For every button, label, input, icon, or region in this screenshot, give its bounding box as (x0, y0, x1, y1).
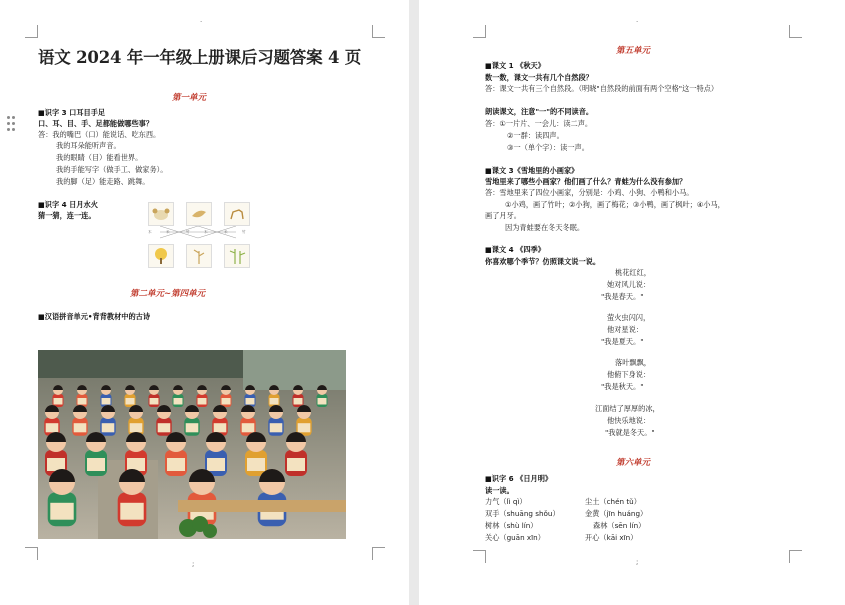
document-page-left (0, 0, 409, 605)
pinyin-word: 开心（kāi xīn） (585, 533, 638, 542)
match-label: 木 (148, 230, 152, 234)
crop-mark (372, 25, 385, 38)
poem-line: 他对星说： (607, 325, 643, 334)
footer-dot: ; (636, 558, 639, 566)
pinyin-word: 双手（shuāng shǒu） (485, 509, 560, 518)
matching-exercise-figure (146, 202, 250, 270)
crop-mark (25, 25, 38, 38)
pinyin-word: 森林（sēn lín） (593, 521, 646, 530)
document-title: 语文 2024 年一年级上册课后习题答案 4 页 (38, 48, 362, 67)
pinyin-word: 树林（shù lín） (485, 521, 538, 530)
tree-picture-icon (148, 244, 174, 268)
poem-line: 桃花红红， (615, 268, 651, 277)
sheep-picture-icon (148, 202, 174, 226)
match-label: 禾 (224, 230, 228, 234)
poem-line: 落叶飘飘， (615, 358, 651, 367)
r-lesson6-q: 读一读。 (485, 486, 514, 495)
pinyin-word: 金黄（jīn huáng） (585, 509, 648, 518)
r-lesson3-a: 答：雪地里来了四位小画家，分别是：小鸡、小狗、小鸭和小马。 (485, 188, 694, 197)
r-lesson1-a2: 答：①一片片、一会儿：读二声。 (485, 119, 593, 128)
lesson4-title: ■识字 4 日月水火 (38, 200, 98, 209)
poem-line: "我是春天。" (601, 292, 644, 301)
r-lesson1-a2: ③一（单个字）：读一声。 (507, 143, 589, 152)
match-label: 竹 (242, 230, 246, 234)
poem-line: 他快乐地说： (607, 416, 651, 425)
unit2-4-heading: 第二单元~第四单元 (130, 289, 206, 299)
pinyin-word: 力气（lì qì） (485, 497, 527, 506)
match-label: 禾 (166, 230, 170, 234)
r-lesson3-a: 画了月牙。 (485, 211, 521, 220)
lesson3-answer: 我的脚（足）能走路、跳舞。 (56, 177, 150, 186)
lesson3-question: 口、耳、目、手、足都能做哪些事？ (38, 119, 154, 128)
footer-dot: ; (192, 560, 195, 568)
document-page-right (419, 0, 845, 605)
r-lesson4-q: 你喜欢哪个季节？仿照课文说一说。 (485, 257, 601, 266)
lesson3-answer: 我的耳朵能听声音。 (56, 141, 121, 150)
lesson3-answer: 我的眼睛（目）能看世界。 (56, 153, 143, 162)
bamboo-picture-icon (224, 244, 250, 268)
r-lesson3-a: ①小鸡，画了竹叶；②小狗，画了梅花；③小鸭，画了枫叶；④小马， (505, 200, 725, 209)
lesson3-answer: 我的手能写字（做手工、做家务）。 (56, 165, 168, 174)
pinyin-word: 尘土（chén tǔ） (585, 497, 641, 506)
r-lesson1-q1: 数一数，课文一共有几个自然段？ (485, 73, 593, 82)
bird-picture-icon (186, 202, 212, 226)
poem-line: "我是夏天。" (601, 337, 644, 346)
r-lesson4-title: ■课文 4 《四季》 (485, 245, 545, 254)
unit6-heading: 第六单元 (616, 458, 651, 468)
crop-mark (789, 25, 802, 38)
crop-mark (25, 547, 38, 560)
r-lesson3-title: ■课文 3《雪地里的小画家》 (485, 166, 579, 175)
r-lesson1-a2: ②一群：读四声。 (507, 131, 564, 140)
r-lesson3-a: 因为青蛙要在冬天冬眠。 (505, 223, 585, 232)
crop-mark (372, 547, 385, 560)
pinyin-unit-title: ■汉语拼音单元•背背教材中的古诗 (38, 312, 151, 321)
r-lesson6-title: ■识字 6 《日月明》 (485, 474, 553, 483)
header-dot: . (636, 16, 639, 24)
poem-line: 萤火虫闪闪， (607, 313, 651, 322)
rice-picture-icon (186, 244, 212, 268)
pinyin-word: 关心（guān xīn） (485, 533, 545, 542)
poem-line: "我是秋天。" (601, 382, 644, 391)
crop-mark (473, 25, 486, 38)
poem-line: "我就是冬天。" (605, 428, 655, 437)
drag-handle-icon[interactable] (7, 116, 17, 132)
r-lesson3-q: 雪地里来了哪些小画家？他们画了什么？青蛙为什么没有参加？ (485, 177, 687, 186)
unit1-heading: 第一单元 (172, 93, 207, 103)
crop-mark (789, 550, 802, 563)
classroom-photo (38, 350, 346, 539)
lesson3-answer: 答：我的嘴巴（口）能说话、吃东西。 (38, 130, 161, 139)
unit5-heading: 第五单元 (616, 46, 651, 56)
poem-line: 她对风儿说： (607, 280, 651, 289)
match-label: 木 (204, 230, 208, 234)
match-label: 竹 (186, 230, 190, 234)
classroom-photo-drawing (38, 350, 346, 539)
r-lesson1-q2: 朗读课文，注意"一"的不同读音。 (485, 107, 594, 116)
r-lesson1-a1: 答：课文一共有三个自然段。（明晓"自然段的前面有两个空格"这一特点） (485, 84, 719, 93)
crop-mark (473, 550, 486, 563)
lesson3-title: ■识字 3 口耳目手足 (38, 108, 106, 117)
horse-picture-icon (224, 202, 250, 226)
poem-line: 江面结了厚厚的冰， (595, 404, 660, 413)
r-lesson1-title: ■课文 1 《秋天》 (485, 61, 545, 70)
lesson4-question: 猜一猜，连一连。 (38, 211, 96, 220)
poem-line: 他俯下身说： (607, 370, 651, 379)
header-dot: . (200, 16, 203, 24)
